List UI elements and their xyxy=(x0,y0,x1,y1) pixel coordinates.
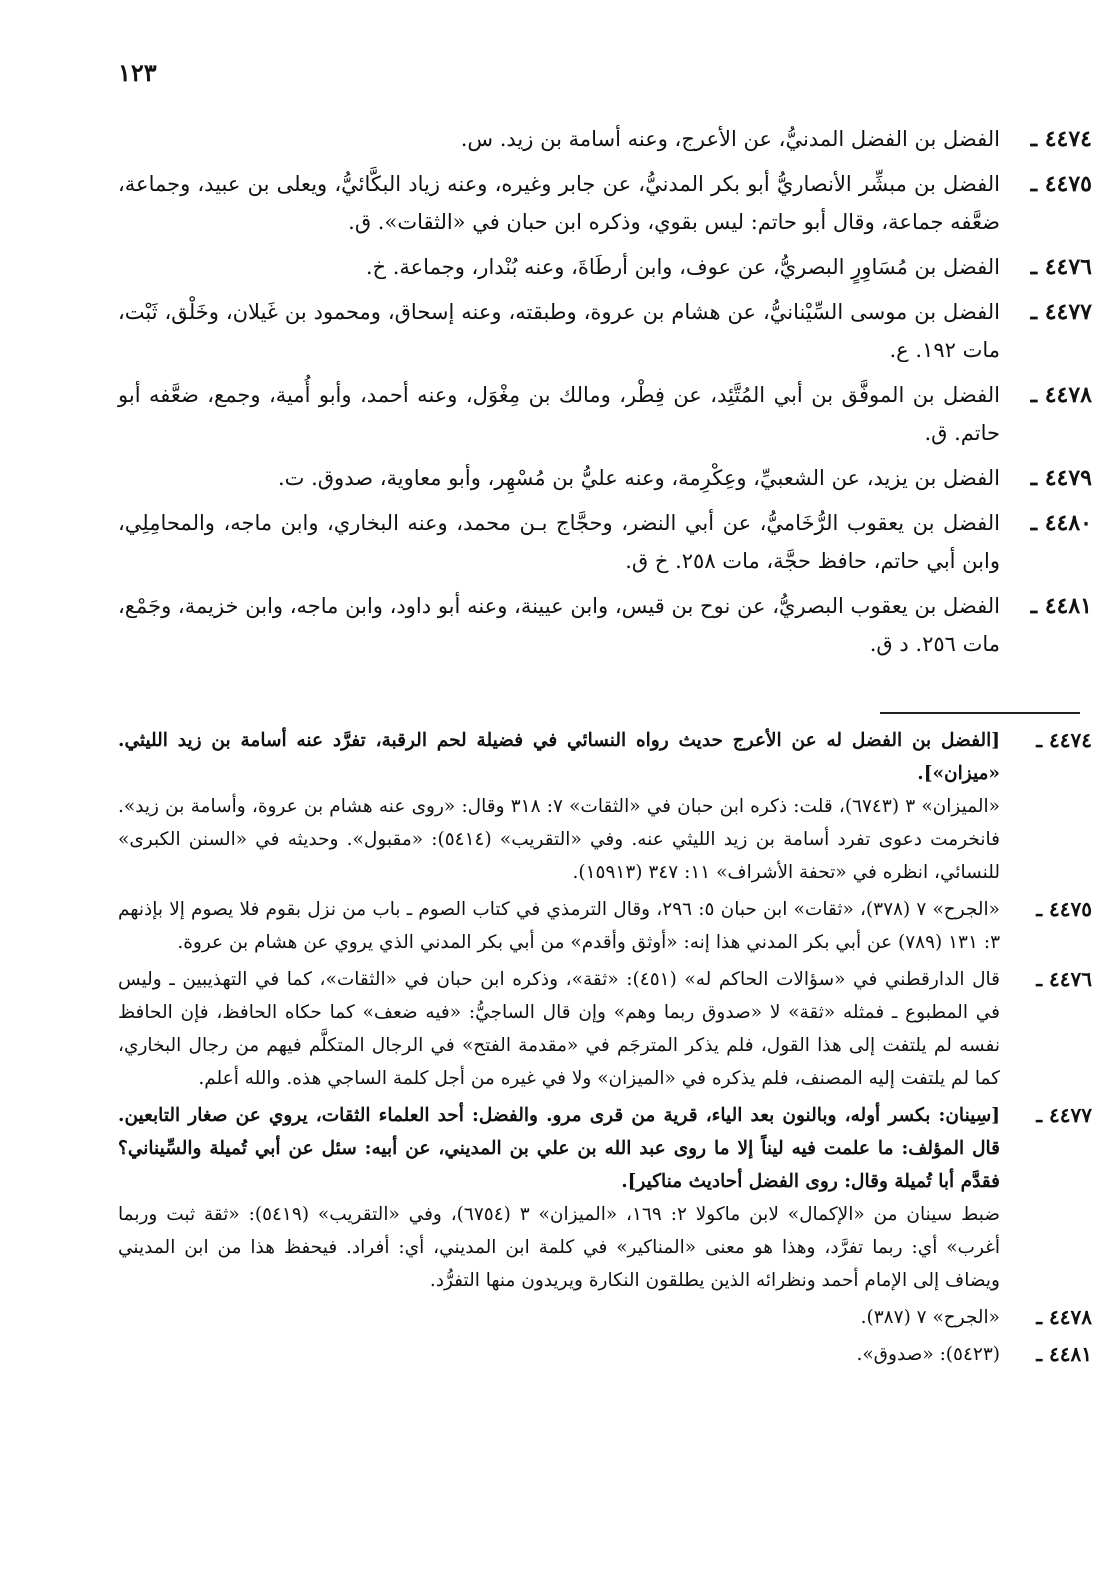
footnote-paragraph: «الجرح» ٧ (٣٧٨)، «ثقات» ابن حبان ٥: ٢٩٦، وقال الترمذي في كتاب الصوم ـ باب من نزل بقوم فلا يصوم إلا بإذنهم ٣: ١٣١ (٧٨٩) عن أبي بكر المدني هذا إنه: «أوثق وأقدم» من أبي بكر المدني الذي يروي عن هشام بن عروة. xyxy=(118,899,1000,953)
entry-number: ٤٤٧٩ ـ xyxy=(1030,465,1092,491)
footnote-item xyxy=(118,893,1092,959)
footnote-number: ٤٤٧٧ ـ xyxy=(1036,1103,1092,1127)
entry-number: ٤٤٧٨ ـ xyxy=(1030,382,1092,408)
footnote-paragraph: ضبط سينان من «الإكمال» لابن ماكولا ٢: ١٦٩، «الميزان» ٣ (٦٧٥٤)، وفي «التقريب» (٥٤١٩): «ثقة ثبت وربما أغرب» أي: ربما تفرَّد، وهذا هو معنى «المناكير» في كلمة ابن المديني، أي: أفراد. فيحفظ هذا من ابن المديني ويضاف إلى الإمام أحمد ونظرائه الذين يطلقون النكارة ويريدون منها التفرُّد. xyxy=(118,1204,1000,1291)
footnote-item xyxy=(118,963,1092,1095)
footnote-number: ٤٤٧٤ ـ xyxy=(1036,728,1092,752)
entry-item xyxy=(118,248,1092,286)
entry-text: الفضل بن يعقوب البصريُّ، عن نوح بن قيس، وابن عيينة، وعنه أبو داود، وابن ماجه، وابن خزيمة، وجَمْع، مات ٢٥٦. د ق. xyxy=(118,594,1000,656)
footnote-number: ٤٤٨١ ـ xyxy=(1036,1342,1092,1366)
footnote-body xyxy=(118,1338,1000,1371)
entry-number: ٤٤٧٥ ـ xyxy=(1030,171,1092,197)
main-entries xyxy=(118,120,1092,670)
entry-text: الفضل بن الفضل المدنيُّ، عن الأعرج، وعنه أسامة بن زيد. س. xyxy=(460,127,1000,151)
footnote-number: ٤٤٧٨ ـ xyxy=(1036,1305,1092,1329)
entry-item xyxy=(118,587,1092,663)
footnote-body xyxy=(118,1301,1000,1334)
footnote-body xyxy=(118,1099,1000,1297)
entry-text: الفضل بن مُسَاوِرٍ البصريُّ، عن عوف، وابن أرطَاةَ، وعنه بُنْدار، وجماعة. خ. xyxy=(365,255,1000,279)
footnotes xyxy=(118,724,1092,1375)
footnote-paragraph: (٥٤٢٣): «صدوق». xyxy=(856,1344,1000,1365)
entry-item xyxy=(118,293,1092,369)
entry-text: الفضل بن الموفَّق بن أبي المُتَّئِد، عن فِطْر، ومالك بن مِغْوَل، وعنه أحمد، وأبو أُمية، وجمع، ضعَّفه أبو حاتم. ق. xyxy=(118,383,1000,445)
footnote-item xyxy=(118,1099,1092,1297)
footnote-number: ٤٤٧٥ ـ xyxy=(1036,897,1092,921)
footnote-quote: [سِينان: بكسر أوله، وبالنون بعد الياء، قرية من قرى مرو. والفضل: أحد العلماء الثقات، يروي عن صغار التابعين. قال المؤلف: ما علمت فيه ليناً إلا ما روى عبد الله بن علي بن المديني، عن أبيه: سئل عن أبي تُميلة والسِّيناني؟ فقدَّم أبا تُميلة وقال: روى الفضل أحاديث مناكير]. xyxy=(118,1105,1000,1192)
entry-number: ٤٤٧٤ ـ xyxy=(1030,126,1092,152)
footnote-divider xyxy=(880,712,1080,714)
footnote-number: ٤٤٧٦ ـ xyxy=(1036,967,1092,991)
entry-item xyxy=(118,504,1092,580)
footnote-item xyxy=(118,1338,1092,1371)
entry-number: ٤٤٨٠ ـ xyxy=(1030,510,1092,536)
footnote-body xyxy=(118,963,1000,1095)
entry-item xyxy=(118,459,1092,497)
entry-number: ٤٤٧٦ ـ xyxy=(1030,254,1092,280)
entry-number: ٤٤٨١ ـ xyxy=(1030,593,1092,619)
entry-item xyxy=(118,120,1092,158)
entry-text: الفضل بن موسى السِّيْنانيُّ، عن هشام بن عروة، وطبقته، وعنه إسحاق، ومحمود بن غَيلان، وخَلْق، ثَبْت، مات ١٩٢. ع. xyxy=(118,300,1000,362)
footnote-paragraph: قال الدارقطني في «سؤالات الحاكم له» (٤٥١): «ثقة»، وذكره ابن حبان في «الثقات»، كما في التهذيبين ـ وليس في المطبوع ـ فمثله «ثقة» لا «صدوق ربما وهم» وإن قال الساجيُّ: «فيه ضعف» كما حكاه الحافظ، فإن الحافظ نفسه لم يلتفت إلى هذا القول، فلم يذكر المترجَم في «مقدمة الفتح» في الرجال المتكلَّم فيهم من رجال البخاري، كما لم يلتفت إليه المصنف، فلم يذكره في «الميزان» ولا في غيره من أجل كلمة الساجي هذه. والله أعلم. xyxy=(118,969,1000,1089)
entry-item xyxy=(118,376,1092,452)
page-number: ١٢٣ xyxy=(118,58,157,87)
entry-text: الفضل بن يزيد، عن الشعبيِّ، وعِكْرِمة، وعنه عليُّ بن مُسْهِر، وأبو معاوية، صدوق. ت. xyxy=(277,466,1000,490)
footnote-paragraph: «الميزان» ٣ (٦٧٤٣)، قلت: ذكره ابن حبان في «الثقات» ٧: ٣١٨ وقال: «روى عنه هشام بن عروة، وأسامة بن زيد». فانخرمت دعوى تفرد أسامة بن زيد الليثي عنه. وفي «التقريب» (٥٤١٤): «مقبول». وحديثه في «السنن الكبرى» للنسائي، انظره في «تحفة الأشراف» ١١: ٣٤٧ (١٥٩١٣). xyxy=(118,796,1000,883)
footnote-paragraph: «الجرح» ٧ (٣٨٧). xyxy=(860,1307,1000,1328)
footnote-body xyxy=(118,893,1000,959)
footnote-item xyxy=(118,1301,1092,1334)
footnote-item xyxy=(118,724,1092,889)
entry-text: الفضل بن مبشِّر الأنصاريُّ أبو بكر المدنيُّ، عن جابر وغيره، وعنه زياد البكَّائيُّ، ويعلى بن عبيد، وجماعة، ضعَّفه جماعة، وقال أبو حاتم: ليس بقوي، وذكره ابن حبان في «الثقات». ق. xyxy=(118,172,1000,234)
footnote-body xyxy=(118,724,1000,889)
entry-text: الفضل بن يعقوب الرُّخَاميُّ، عن أبي النضر، وحجَّاج بـن محمد، وعنه البخاري، وابن ماجه، والمحامِلِي، وابن أبي حاتم، حافظ حجَّة، مات ٢٥٨. خ ق. xyxy=(118,511,1000,573)
entry-item xyxy=(118,165,1092,241)
footnote-quote: [الفضل بن الفضل له عن الأعرج حديث رواه النسائي في فضيلة لحم الرقبة، تفرَّد عنه أسامة بن زيد الليثي. «ميزان»]. xyxy=(118,730,1000,784)
entry-number: ٤٤٧٧ ـ xyxy=(1030,299,1092,325)
